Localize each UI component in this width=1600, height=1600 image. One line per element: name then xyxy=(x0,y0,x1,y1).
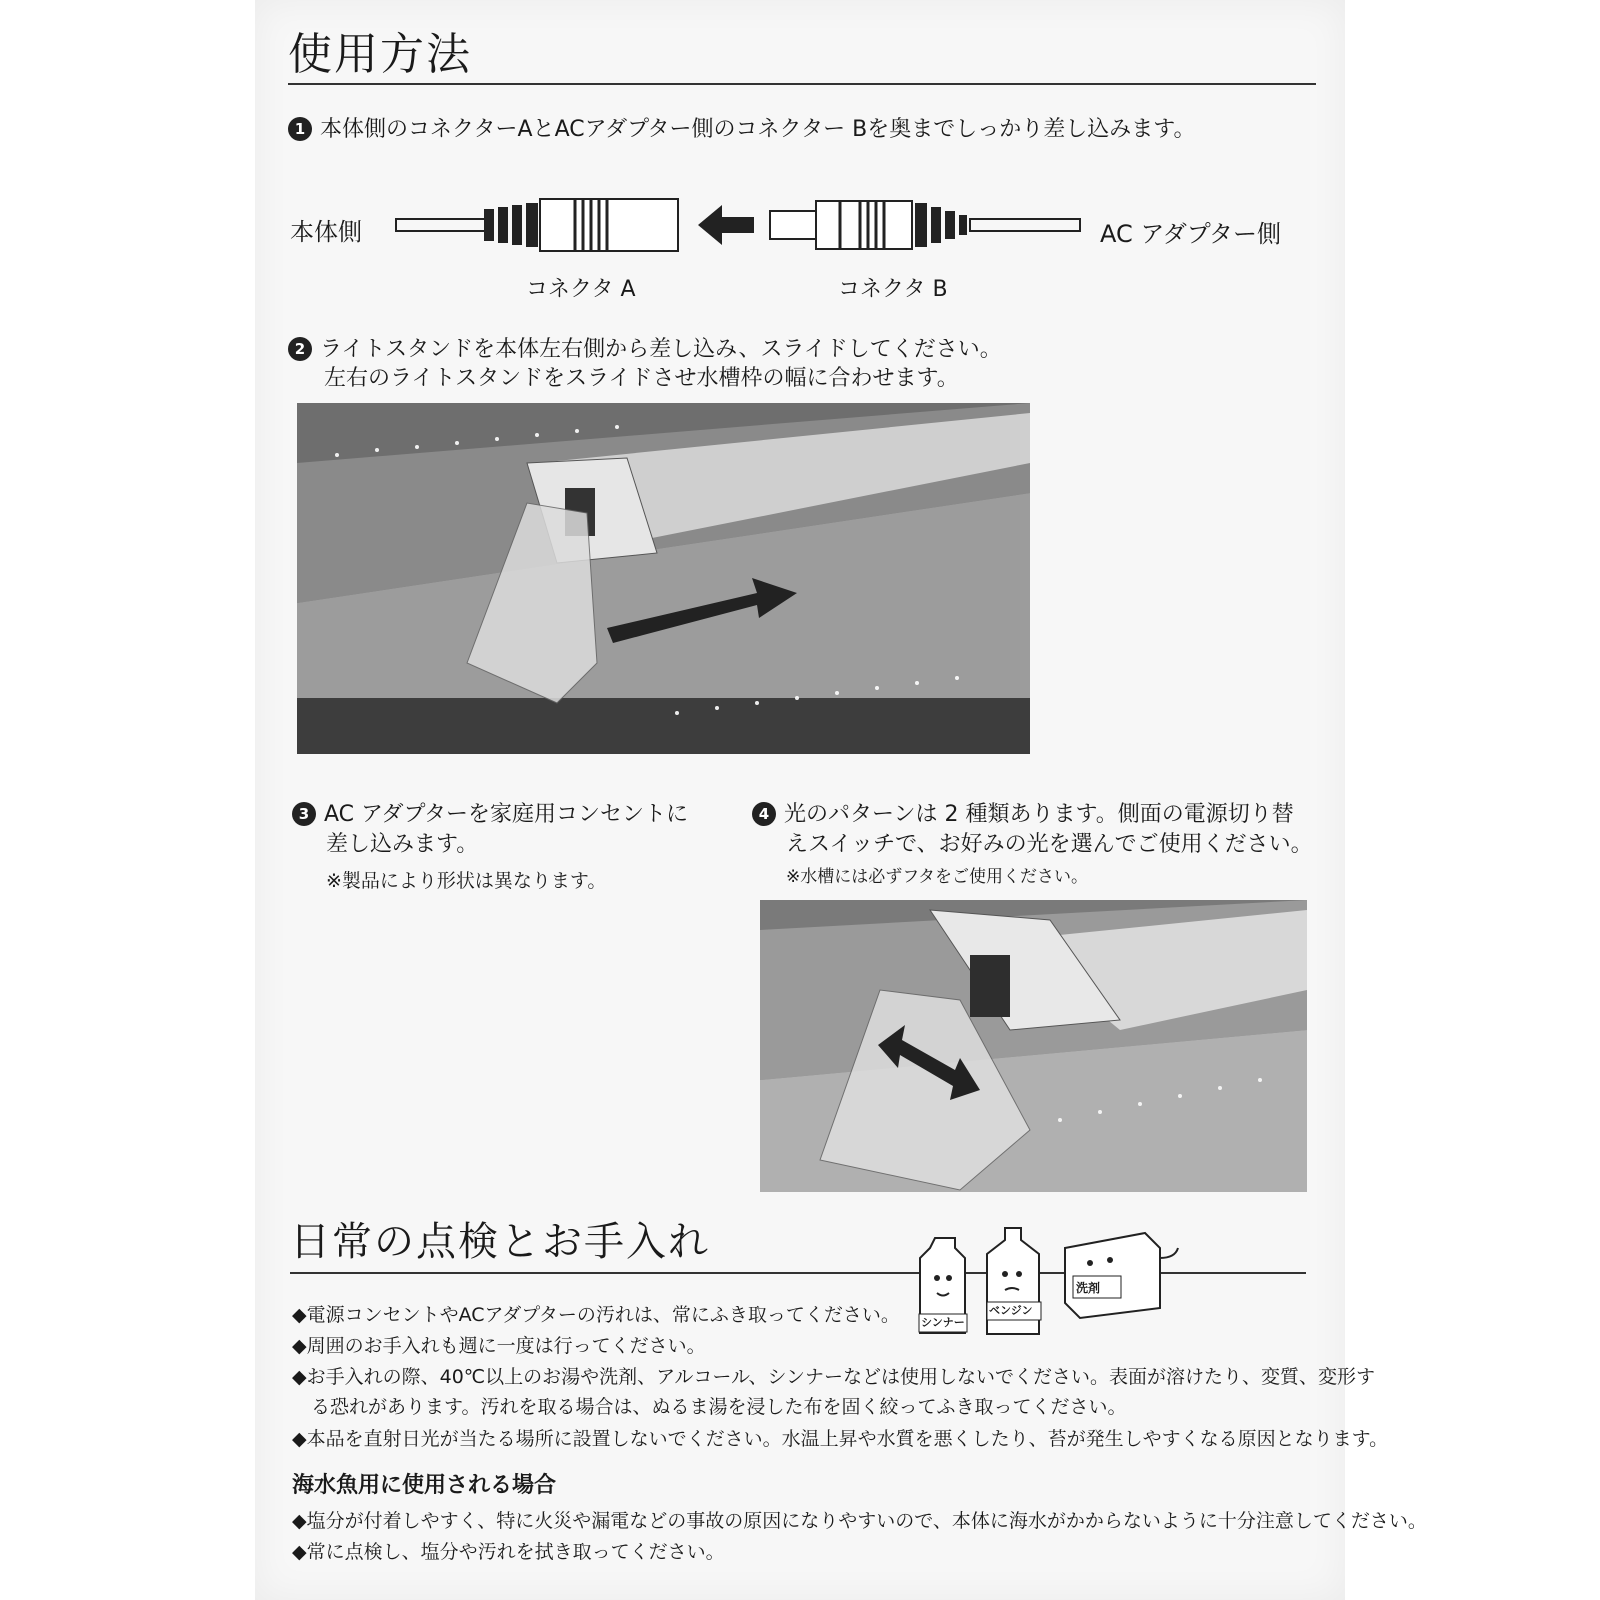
step-2-line1: ライトスタンドを本体左右側から差し込み、スライドしてください。 xyxy=(320,337,1002,362)
ac-adapter-side-label: AC アダプター側 xyxy=(1100,220,1282,248)
connector-diagram xyxy=(390,195,1090,265)
usage-title: 使用方法 xyxy=(288,29,472,80)
step-1-number: 1 xyxy=(288,117,312,141)
maintenance-bullet: ◆電源コンセントやACアダプターの汚れは、常にふき取ってください。 xyxy=(292,1304,900,1326)
step-3-number: 3 xyxy=(292,802,316,826)
maintenance-bullet: ◆本品を直射日光が当たる場所に設置しないでください。水温上昇や水質を悪くしたり、苔が発生しやすくなる原因となります。 xyxy=(292,1428,1389,1450)
thinner-label: シンナー xyxy=(921,1316,965,1329)
light-stand-illustration xyxy=(297,403,1030,754)
step-3 xyxy=(292,800,688,830)
switch-illustration xyxy=(760,900,1307,1192)
step-4-line2: えスイッチで、お好みの光を選んでご使用ください。 xyxy=(786,832,1313,857)
switch-photo xyxy=(760,900,1307,1192)
connector-b-label: コネクタ B xyxy=(838,277,948,302)
seawater-bullet: ◆常に点検し、塩分や汚れを拭き取ってください。 xyxy=(292,1541,725,1563)
step-3-line2: 差し込みます。 xyxy=(326,832,479,857)
step-1-text: 本体側のコネクターAとACアダプター側のコネクター Bを奥までしっかり差し込みます。 xyxy=(320,117,1196,142)
step-2 xyxy=(288,335,1002,365)
step-2-number: 2 xyxy=(288,337,312,361)
maintenance-bullet: ◆お手入れの際、40℃以上のお湯や洗剤、アルコール、シンナーなどは使用しないでください。表面が溶けたり、変質、変形す xyxy=(292,1366,1375,1388)
step-4 xyxy=(752,800,1294,830)
detergent-label: 洗剤 xyxy=(1076,1281,1101,1295)
seawater-bullet: ◆塩分が付着しやすく、特に火災や漏電などの事故の原因になりやすいので、本体に海水がかからないように十分注意してください。 xyxy=(292,1510,1427,1532)
body-side-label: 本体側 xyxy=(290,218,362,246)
connector-a-label: コネクタ A xyxy=(526,277,636,302)
step-3-note: ※製品により形状は異なります。 xyxy=(326,870,607,892)
title-rule xyxy=(288,83,1316,85)
seawater-title: 海水魚用に使用される場合 xyxy=(292,1473,557,1498)
maintenance-bullet: ◆周囲のお手入れも週に一度は行ってください。 xyxy=(292,1335,706,1357)
step-2-line2: 左右のライトスタンドをスライドさせ水槽枠の幅に合わせます。 xyxy=(324,366,959,391)
light-stand-photo xyxy=(297,403,1030,754)
step-4-line1: 光のパターンは 2 種類あります。側面の電源切り替 xyxy=(784,802,1294,827)
step-4-number: 4 xyxy=(752,802,776,826)
maintenance-title: 日常の点検とお手入れ xyxy=(290,1219,710,1265)
benzine-label: ベンジン xyxy=(989,1304,1033,1317)
maintenance-bullet: る恐れがあります。汚れを取る場合は、ぬるま湯を浸した布を固く絞ってふき取ってください。 xyxy=(292,1396,1127,1418)
step-1 xyxy=(288,115,1195,145)
step-3-line1: AC アダプターを家庭用コンセントに xyxy=(324,802,688,827)
step-4-note: ※水槽には必ずフタをご使用ください。 xyxy=(786,867,1089,887)
